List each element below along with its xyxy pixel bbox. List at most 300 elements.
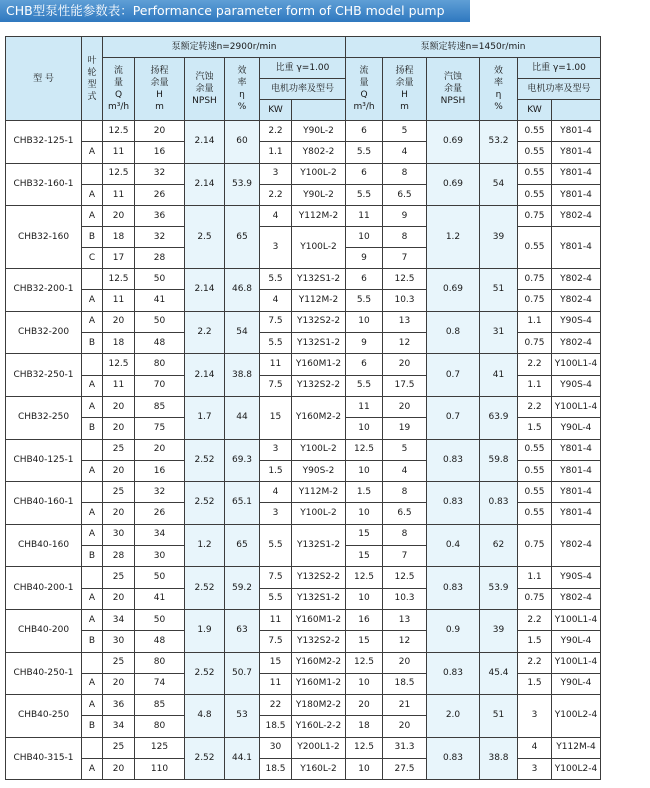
table-row <box>6 121 601 142</box>
motor-kw-1450-cell: 0.55 <box>518 439 552 460</box>
npsh-2900-cell: 2.14 <box>185 121 225 164</box>
npsh-2900-cell: 1.2 <box>185 524 225 567</box>
header-eff-2900: 效 率 η % <box>225 58 260 121</box>
head-1450-cell: 20 <box>383 396 427 417</box>
flow-1450-cell: 9 <box>346 333 383 354</box>
table-row <box>6 206 601 227</box>
motor-model-2900-cell: Y90L-2 <box>292 184 346 205</box>
motor-model-1450-cell: Y90L-4 <box>552 418 601 439</box>
head-2900-cell: 32 <box>135 227 185 248</box>
flow-2900-cell: 20 <box>103 311 135 332</box>
npsh-1450-cell: 0.83 <box>427 567 480 610</box>
head-2900-cell: 34 <box>135 524 185 545</box>
motor-kw-2900-cell: 18.5 <box>260 716 292 737</box>
motor-model-1450-cell: Y802-4 <box>552 206 601 227</box>
impeller-type-cell: A <box>82 460 103 481</box>
head-1450-cell: 10.3 <box>383 290 427 311</box>
npsh-1450-cell: 0.69 <box>427 269 480 312</box>
npsh-2900-cell: 2.52 <box>185 439 225 482</box>
head-1450-cell: 27.5 <box>383 759 427 780</box>
motor-kw-1450-cell: 2.2 <box>518 354 552 375</box>
pump-model-cell: CHB32-200 <box>6 311 82 354</box>
impeller-type-cell <box>82 652 103 673</box>
header-eff-1450: 效 率 η % <box>480 58 518 121</box>
impeller-type-cell: A <box>82 609 103 630</box>
flow-2900-cell: 25 <box>103 737 135 758</box>
npsh-2900-cell: 2.14 <box>185 269 225 312</box>
efficiency-2900-cell: 53.9 <box>225 163 260 206</box>
motor-kw-2900-cell: 5.5 <box>260 524 292 567</box>
motor-model-1450-cell: Y801-4 <box>552 460 601 481</box>
flow-1450-cell: 16 <box>346 609 383 630</box>
head-1450-cell: 12.5 <box>383 269 427 290</box>
pump-model-cell: CHB40-250-1 <box>6 652 82 695</box>
head-2900-cell: 16 <box>135 460 185 481</box>
efficiency-1450-cell: 39 <box>480 206 518 269</box>
head-2900-cell: 85 <box>135 396 185 417</box>
impeller-type-cell: B <box>82 631 103 652</box>
efficiency-2900-cell: 44.1 <box>225 737 260 780</box>
impeller-type-cell: A <box>82 695 103 716</box>
motor-kw-1450-cell: 0.75 <box>518 524 552 567</box>
motor-model-1450-cell: Y801-4 <box>552 163 601 184</box>
npsh-2900-cell: 2.52 <box>185 482 225 525</box>
flow-2900-cell: 17 <box>103 248 135 269</box>
performance-table <box>5 36 601 780</box>
flow-2900-cell: 25 <box>103 439 135 460</box>
impeller-type-cell <box>82 737 103 758</box>
motor-model-2900-cell: Y160L-2-2 <box>292 716 346 737</box>
head-2900-cell: 36 <box>135 206 185 227</box>
efficiency-2900-cell: 46.8 <box>225 269 260 312</box>
motor-kw-2900-cell: 11 <box>260 609 292 630</box>
head-2900-cell: 70 <box>135 375 185 396</box>
impeller-type-cell <box>82 439 103 460</box>
motor-kw-1450-cell: 1.5 <box>518 673 552 694</box>
efficiency-1450-cell: 59.8 <box>480 439 518 482</box>
motor-model-1450-cell: Y100L2-4 <box>552 695 601 738</box>
motor-model-2900-cell: Y132S1-2 <box>292 524 346 567</box>
npsh-1450-cell: 2.0 <box>427 695 480 738</box>
npsh-1450-cell: 0.69 <box>427 121 480 164</box>
efficiency-2900-cell: 59.2 <box>225 567 260 610</box>
head-2900-cell: 110 <box>135 759 185 780</box>
table-row <box>6 524 601 545</box>
impeller-type-cell: A <box>82 759 103 780</box>
header-gravity-1450: 比重 γ=1.00 <box>518 58 601 79</box>
pump-model-cell: CHB32-250-1 <box>6 354 82 397</box>
motor-model-2900-cell: Y160M2-2 <box>292 652 346 673</box>
impeller-type-cell: A <box>82 396 103 417</box>
efficiency-1450-cell: 41 <box>480 354 518 397</box>
header-model: 型 号 <box>6 37 82 121</box>
motor-model-1450-cell: Y802-4 <box>552 269 601 290</box>
motor-model-1450-cell: Y90S-4 <box>552 311 601 332</box>
motor-kw-1450-cell: 0.55 <box>518 184 552 205</box>
impeller-type-cell: B <box>82 333 103 354</box>
motor-model-2900-cell: Y100L-2 <box>292 227 346 269</box>
head-2900-cell: 20 <box>135 439 185 460</box>
motor-kw-2900-cell: 3 <box>260 439 292 460</box>
motor-model-1450-cell: Y100L1-4 <box>552 609 601 630</box>
motor-kw-1450-cell: 0.55 <box>518 460 552 481</box>
flow-1450-cell: 15 <box>346 631 383 652</box>
npsh-2900-cell: 1.7 <box>185 396 225 439</box>
impeller-type-cell: A <box>82 142 103 163</box>
npsh-2900-cell: 2.2 <box>185 311 225 354</box>
flow-2900-cell: 20 <box>103 588 135 609</box>
table-row <box>6 737 601 758</box>
head-1450-cell: 17.5 <box>383 375 427 396</box>
motor-model-1450-cell: Y802-4 <box>552 290 601 311</box>
impeller-type-cell: A <box>82 503 103 524</box>
motor-kw-2900-cell: 5.5 <box>260 269 292 290</box>
motor-kw-2900-cell: 7.5 <box>260 375 292 396</box>
npsh-2900-cell: 2.52 <box>185 567 225 610</box>
motor-model-2900-cell: Y132S1-2 <box>292 588 346 609</box>
table-row <box>6 609 601 630</box>
table-row <box>6 482 601 503</box>
header-head-2900: 扬程 余量 H m <box>135 58 185 121</box>
motor-model-1450-cell: Y802-4 <box>552 333 601 354</box>
flow-1450-cell: 11 <box>346 396 383 417</box>
impeller-type-cell: A <box>82 375 103 396</box>
motor-model-2900-cell: Y160L-2 <box>292 759 346 780</box>
impeller-type-cell <box>82 269 103 290</box>
impeller-type-cell <box>82 121 103 142</box>
pump-model-cell: CHB40-160 <box>6 524 82 567</box>
head-2900-cell: 28 <box>135 248 185 269</box>
head-1450-cell: 20 <box>383 652 427 673</box>
motor-kw-1450-cell: 2.2 <box>518 609 552 630</box>
impeller-type-cell: C <box>82 248 103 269</box>
npsh-1450-cell: 0.83 <box>427 482 480 525</box>
motor-kw-2900-cell: 22 <box>260 695 292 716</box>
flow-1450-cell: 6 <box>346 269 383 290</box>
flow-1450-cell: 6 <box>346 354 383 375</box>
efficiency-2900-cell: 65 <box>225 524 260 567</box>
motor-kw-1450-cell: 1.1 <box>518 311 552 332</box>
motor-kw-2900-cell: 7.5 <box>260 311 292 332</box>
flow-2900-cell: 11 <box>103 142 135 163</box>
performance-table-container <box>5 36 601 780</box>
head-2900-cell: 75 <box>135 418 185 439</box>
head-2900-cell: 26 <box>135 503 185 524</box>
motor-model-1450-cell: Y801-4 <box>552 227 601 269</box>
motor-model-1450-cell: Y90L-4 <box>552 673 601 694</box>
flow-2900-cell: 30 <box>103 631 135 652</box>
head-2900-cell: 26 <box>135 184 185 205</box>
header-flow-1450: 流 量 Q m³/h <box>346 58 383 121</box>
motor-kw-1450-cell: 0.55 <box>518 503 552 524</box>
flow-1450-cell: 5.5 <box>346 290 383 311</box>
flow-1450-cell: 5.5 <box>346 375 383 396</box>
efficiency-2900-cell: 53 <box>225 695 260 738</box>
motor-kw-1450-cell: 0.55 <box>518 163 552 184</box>
head-1450-cell: 4 <box>383 460 427 481</box>
header-motor-2900: 电机功率及型号 <box>260 79 346 100</box>
motor-model-1450-cell: Y100L1-4 <box>552 396 601 417</box>
motor-kw-2900-cell: 18.5 <box>260 759 292 780</box>
motor-model-2900-cell: Y112M-2 <box>292 290 346 311</box>
head-1450-cell: 8 <box>383 163 427 184</box>
head-2900-cell: 50 <box>135 269 185 290</box>
efficiency-1450-cell: 63.9 <box>480 396 518 439</box>
impeller-type-cell: B <box>82 227 103 248</box>
flow-1450-cell: 5.5 <box>346 184 383 205</box>
motor-kw-2900-cell: 3 <box>260 503 292 524</box>
head-2900-cell: 80 <box>135 354 185 375</box>
motor-kw-2900-cell: 15 <box>260 652 292 673</box>
impeller-type-cell: B <box>82 546 103 567</box>
head-1450-cell: 20 <box>383 716 427 737</box>
motor-kw-1450-cell: 0.75 <box>518 290 552 311</box>
efficiency-1450-cell: 0.83 <box>480 482 518 525</box>
npsh-2900-cell: 2.5 <box>185 206 225 269</box>
pump-model-cell: CHB40-250 <box>6 695 82 738</box>
head-2900-cell: 48 <box>135 333 185 354</box>
table-row <box>6 652 601 673</box>
flow-1450-cell: 10 <box>346 460 383 481</box>
motor-model-1450-cell: Y90S-4 <box>552 375 601 396</box>
pump-model-cell: CHB40-125-1 <box>6 439 82 482</box>
motor-kw-2900-cell: 30 <box>260 737 292 758</box>
flow-1450-cell: 12.5 <box>346 737 383 758</box>
motor-model-2900-cell: Y100L-2 <box>292 439 346 460</box>
flow-2900-cell: 25 <box>103 567 135 588</box>
flow-1450-cell: 10 <box>346 673 383 694</box>
motor-model-1450-cell: Y100L1-4 <box>552 652 601 673</box>
motor-kw-2900-cell: 1.1 <box>260 142 292 163</box>
head-1450-cell: 6.5 <box>383 184 427 205</box>
header-impeller: 叶 轮 型 式 <box>82 37 103 121</box>
motor-model-2900-cell: Y180M2-2 <box>292 695 346 716</box>
motor-kw-2900-cell: 7.5 <box>260 631 292 652</box>
npsh-2900-cell: 2.14 <box>185 354 225 397</box>
header-gravity-2900: 比重 γ=1.00 <box>260 58 346 79</box>
motor-kw-1450-cell: 1.1 <box>518 375 552 396</box>
motor-model-2900-cell: Y90S-2 <box>292 460 346 481</box>
flow-2900-cell: 20 <box>103 759 135 780</box>
impeller-type-cell: A <box>82 588 103 609</box>
header-motor-blank-1450 <box>552 100 601 121</box>
npsh-1450-cell: 0.7 <box>427 396 480 439</box>
pump-model-cell: CHB32-250 <box>6 396 82 439</box>
head-1450-cell: 20 <box>383 354 427 375</box>
head-1450-cell: 21 <box>383 695 427 716</box>
table-row <box>6 311 601 332</box>
motor-kw-1450-cell: 1.5 <box>518 631 552 652</box>
flow-1450-cell: 15 <box>346 524 383 545</box>
flow-2900-cell: 12.5 <box>103 163 135 184</box>
efficiency-1450-cell: 38.8 <box>480 737 518 780</box>
head-1450-cell: 6.5 <box>383 503 427 524</box>
flow-1450-cell: 15 <box>346 546 383 567</box>
npsh-1450-cell: 0.9 <box>427 609 480 652</box>
flow-1450-cell: 6 <box>346 163 383 184</box>
flow-2900-cell: 20 <box>103 206 135 227</box>
motor-kw-1450-cell: 1.5 <box>518 418 552 439</box>
impeller-type-cell <box>82 567 103 588</box>
head-1450-cell: 19 <box>383 418 427 439</box>
pump-model-cell: CHB32-160-1 <box>6 163 82 206</box>
head-1450-cell: 4 <box>383 142 427 163</box>
npsh-2900-cell: 2.52 <box>185 737 225 780</box>
flow-1450-cell: 10 <box>346 418 383 439</box>
impeller-type-cell: A <box>82 206 103 227</box>
header-flow-2900: 流 量 Q m³/h <box>103 58 135 121</box>
motor-model-2900-cell: Y160M1-2 <box>292 354 346 375</box>
motor-kw-2900-cell: 15 <box>260 396 292 439</box>
head-2900-cell: 80 <box>135 716 185 737</box>
motor-model-2900-cell: Y132S2-2 <box>292 631 346 652</box>
head-1450-cell: 31.3 <box>383 737 427 758</box>
efficiency-2900-cell: 38.8 <box>225 354 260 397</box>
flow-1450-cell: 10 <box>346 503 383 524</box>
table-title: CHB型泵性能参数表：Performance parameter form of CHB model pump <box>0 0 470 22</box>
flow-1450-cell: 10 <box>346 588 383 609</box>
motor-model-2900-cell: Y100L-2 <box>292 503 346 524</box>
flow-1450-cell: 18 <box>346 716 383 737</box>
motor-model-1450-cell: Y801-4 <box>552 503 601 524</box>
flow-2900-cell: 20 <box>103 460 135 481</box>
header-head-1450: 扬程 余量 H m <box>383 58 427 121</box>
table-row <box>6 354 601 375</box>
head-2900-cell: 85 <box>135 695 185 716</box>
flow-2900-cell: 36 <box>103 695 135 716</box>
motor-model-2900-cell: Y160M2-2 <box>292 396 346 439</box>
efficiency-1450-cell: 45.4 <box>480 652 518 695</box>
table-row <box>6 396 601 417</box>
pump-model-cell: CHB32-200-1 <box>6 269 82 312</box>
flow-2900-cell: 25 <box>103 482 135 503</box>
head-1450-cell: 18.5 <box>383 673 427 694</box>
efficiency-2900-cell: 69.3 <box>225 439 260 482</box>
motor-kw-2900-cell: 4 <box>260 290 292 311</box>
motor-kw-2900-cell: 7.5 <box>260 567 292 588</box>
efficiency-2900-cell: 44 <box>225 396 260 439</box>
flow-2900-cell: 11 <box>103 290 135 311</box>
motor-kw-1450-cell: 0.75 <box>518 333 552 354</box>
motor-model-2900-cell: Y90L-2 <box>292 121 346 142</box>
head-2900-cell: 50 <box>135 567 185 588</box>
table-row <box>6 269 601 290</box>
flow-1450-cell: 5.5 <box>346 142 383 163</box>
pump-model-cell: CHB40-315-1 <box>6 737 82 780</box>
head-2900-cell: 48 <box>135 631 185 652</box>
npsh-1450-cell: 0.4 <box>427 524 480 567</box>
motor-kw-1450-cell: 0.55 <box>518 121 552 142</box>
efficiency-1450-cell: 39 <box>480 609 518 652</box>
motor-model-1450-cell: Y90L-4 <box>552 631 601 652</box>
motor-model-2900-cell: Y112M-2 <box>292 206 346 227</box>
flow-1450-cell: 6 <box>346 121 383 142</box>
table-row <box>6 695 601 716</box>
head-1450-cell: 8 <box>383 227 427 248</box>
efficiency-2900-cell: 50.7 <box>225 652 260 695</box>
motor-model-1450-cell: Y801-4 <box>552 439 601 460</box>
table-header <box>6 37 601 121</box>
head-2900-cell: 50 <box>135 609 185 630</box>
efficiency-2900-cell: 63 <box>225 609 260 652</box>
pump-model-cell: CHB40-200-1 <box>6 567 82 610</box>
flow-1450-cell: 10 <box>346 759 383 780</box>
flow-2900-cell: 25 <box>103 652 135 673</box>
header-kw-1450: KW <box>518 100 552 121</box>
motor-kw-1450-cell: 0.75 <box>518 588 552 609</box>
head-1450-cell: 12 <box>383 631 427 652</box>
motor-kw-1450-cell: 1.1 <box>518 567 552 588</box>
motor-model-2900-cell: Y160M1-2 <box>292 673 346 694</box>
motor-model-2900-cell: Y132S1-2 <box>292 269 346 290</box>
npsh-2900-cell: 2.52 <box>185 652 225 695</box>
flow-2900-cell: 18 <box>103 333 135 354</box>
flow-2900-cell: 20 <box>103 396 135 417</box>
pump-model-cell: CHB32-160 <box>6 206 82 269</box>
motor-kw-1450-cell: 0.75 <box>518 206 552 227</box>
npsh-1450-cell: 0.8 <box>427 311 480 354</box>
motor-model-1450-cell: Y802-4 <box>552 588 601 609</box>
flow-1450-cell: 11 <box>346 206 383 227</box>
motor-kw-2900-cell: 3 <box>260 227 292 269</box>
flow-2900-cell: 12.5 <box>103 354 135 375</box>
npsh-2900-cell: 4.8 <box>185 695 225 738</box>
flow-2900-cell: 28 <box>103 546 135 567</box>
motor-kw-2900-cell: 1.5 <box>260 460 292 481</box>
flow-1450-cell: 1.5 <box>346 482 383 503</box>
header-kw-2900: KW <box>260 100 292 121</box>
motor-model-1450-cell: Y802-4 <box>552 524 601 567</box>
head-2900-cell: 41 <box>135 290 185 311</box>
pump-model-cell: CHB40-200 <box>6 609 82 652</box>
motor-model-2900-cell: Y112M-2 <box>292 482 346 503</box>
motor-model-2900-cell: Y132S2-2 <box>292 375 346 396</box>
motor-kw-1450-cell: 0.55 <box>518 142 552 163</box>
head-2900-cell: 41 <box>135 588 185 609</box>
flow-1450-cell: 10 <box>346 311 383 332</box>
impeller-type-cell: A <box>82 524 103 545</box>
motor-kw-1450-cell: 4 <box>518 737 552 758</box>
impeller-type-cell <box>82 482 103 503</box>
header-npsh-2900: 汽蚀 余量 NPSH <box>185 58 225 121</box>
flow-2900-cell: 12.5 <box>103 269 135 290</box>
head-1450-cell: 7 <box>383 248 427 269</box>
efficiency-1450-cell: 53.2 <box>480 121 518 164</box>
flow-2900-cell: 20 <box>103 503 135 524</box>
motor-model-2900-cell: Y132S2-2 <box>292 567 346 588</box>
motor-kw-2900-cell: 4 <box>260 206 292 227</box>
head-2900-cell: 20 <box>135 121 185 142</box>
efficiency-2900-cell: 65.1 <box>225 482 260 525</box>
efficiency-2900-cell: 60 <box>225 121 260 164</box>
motor-kw-1450-cell: 3 <box>518 759 552 780</box>
flow-1450-cell: 12.5 <box>346 567 383 588</box>
head-2900-cell: 125 <box>135 737 185 758</box>
motor-model-1450-cell: Y100L2-4 <box>552 759 601 780</box>
motor-kw-1450-cell: 3 <box>518 695 552 738</box>
npsh-2900-cell: 2.14 <box>185 163 225 206</box>
table-body <box>6 121 601 780</box>
efficiency-1450-cell: 51 <box>480 695 518 738</box>
header-motor-blank-2900 <box>292 100 346 121</box>
header-speed-2900: 泵额定转速n=2900r/min <box>103 37 346 58</box>
efficiency-2900-cell: 65 <box>225 206 260 269</box>
head-2900-cell: 30 <box>135 546 185 567</box>
motor-model-1450-cell: Y801-4 <box>552 482 601 503</box>
flow-2900-cell: 30 <box>103 524 135 545</box>
motor-kw-2900-cell: 11 <box>260 354 292 375</box>
head-2900-cell: 80 <box>135 652 185 673</box>
